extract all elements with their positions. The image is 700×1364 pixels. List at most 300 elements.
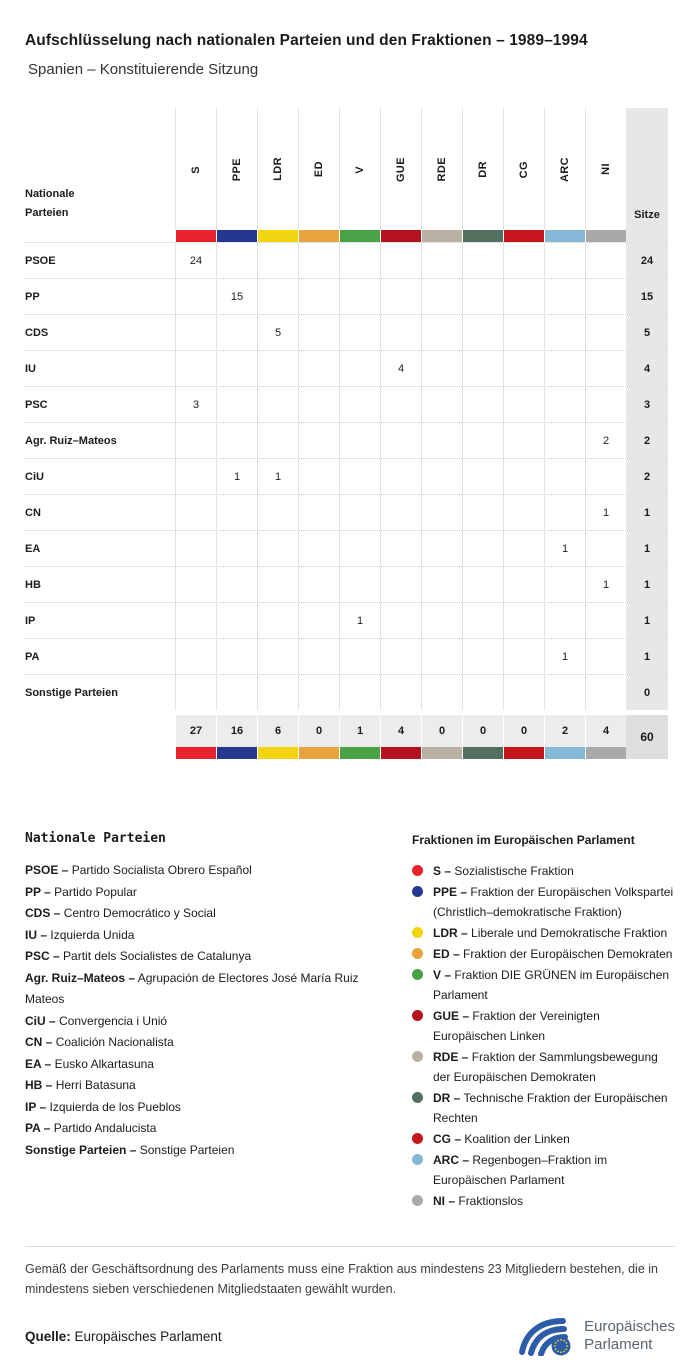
- group-abbr: S –: [433, 864, 452, 879]
- party-fullname: Sonstige Parteien: [139, 1142, 235, 1157]
- seats-value: 1: [643, 650, 651, 663]
- value-cell: [503, 387, 544, 422]
- total-value-cell: [339, 715, 380, 747]
- total-value-cell: [298, 715, 339, 747]
- value-cell: [462, 675, 503, 710]
- party-abbr: Sonstige Parteien –: [25, 1142, 137, 1157]
- party-name-cell: [25, 243, 175, 278]
- party-name-cell: [25, 459, 175, 494]
- seats-cell: [626, 639, 668, 674]
- seats-value: 15: [640, 290, 654, 303]
- total-value: 0: [520, 725, 528, 738]
- seats-header-label: Sitze: [634, 209, 660, 222]
- party-name-cell: [25, 531, 175, 566]
- group-legend-item: [412, 861, 675, 881]
- group-abbr: ED –: [433, 947, 460, 962]
- value-cell: [585, 387, 626, 422]
- column-header-label: LDR: [272, 157, 284, 182]
- value-cell: [175, 387, 216, 422]
- party-legend-item: [25, 1075, 384, 1097]
- table-row: [25, 566, 668, 602]
- value-cell: [503, 315, 544, 350]
- value-cell: [339, 387, 380, 422]
- legend-color-dot-rde: [412, 1051, 423, 1062]
- value-cell: [380, 675, 421, 710]
- group-fullname: Fraktion der Europäischen Volkspartei (Christlich–demokratische Fraktion): [433, 885, 674, 920]
- value-cell: [585, 531, 626, 566]
- value-cell: [585, 351, 626, 386]
- party-fullname: Convergencia i Unió: [59, 1013, 168, 1028]
- value-cell: [544, 639, 585, 674]
- group-legend-item: [412, 1150, 675, 1190]
- value-cell: [421, 315, 462, 350]
- total-value: 1: [356, 725, 364, 738]
- party-name-cell: [25, 567, 175, 602]
- value-cell: [380, 423, 421, 458]
- total-value-cell: [380, 715, 421, 747]
- party-fullname: Partido Popular: [54, 884, 137, 899]
- party-legend-item: [25, 903, 384, 925]
- total-value: 4: [602, 725, 610, 738]
- column-color-bar-arc: [544, 230, 585, 242]
- party-fullname: Centro Democrático y Social: [63, 906, 216, 921]
- party-abbr: IP –: [25, 1099, 47, 1114]
- value-cell: [462, 495, 503, 530]
- party-legend-item: [25, 1011, 384, 1033]
- value-cell: [257, 531, 298, 566]
- cell-value: 1: [561, 542, 569, 555]
- value-cell: [257, 459, 298, 494]
- cell-value: 15: [230, 290, 244, 303]
- value-cell: [339, 495, 380, 530]
- party-legend-item: [25, 1140, 384, 1162]
- value-cell: [462, 423, 503, 458]
- value-cell: [462, 351, 503, 386]
- table-row: [25, 530, 668, 566]
- value-cell: [175, 459, 216, 494]
- group-legend-item: [412, 1088, 675, 1128]
- value-cell: [462, 639, 503, 674]
- party-name: CDS: [25, 326, 49, 339]
- value-cell: [175, 351, 216, 386]
- seats-value: 24: [640, 254, 654, 267]
- value-cell: [175, 531, 216, 566]
- party-name-cell: [25, 279, 175, 314]
- value-cell: [339, 279, 380, 314]
- total-color-bar-ed: [298, 747, 339, 759]
- table-row: [25, 314, 668, 350]
- value-cell: [257, 495, 298, 530]
- value-cell: [257, 639, 298, 674]
- seats-value: 1: [643, 542, 651, 555]
- legend-color-dot-v: [412, 969, 423, 980]
- group-legend-text: [433, 1088, 675, 1128]
- seats-cell: [626, 531, 668, 566]
- source-label: Quelle:: [25, 1328, 71, 1344]
- party-abbr: Agr. Ruiz–Mateos –: [25, 970, 136, 985]
- cell-value: 1: [233, 470, 241, 483]
- value-cell: [462, 531, 503, 566]
- column-header-label: PPE: [231, 157, 243, 181]
- table-row: [25, 386, 668, 422]
- footer-divider: [25, 1246, 675, 1247]
- group-legend-text: [433, 965, 675, 1005]
- page-title: Aufschlüsselung nach nationalen Parteien und den Fraktionen – 1989–1994: [25, 32, 588, 50]
- seats-value: 1: [643, 614, 651, 627]
- eu-parliament-logo-icon: [517, 1316, 575, 1356]
- seats-cell: [626, 567, 668, 602]
- value-cell: [175, 603, 216, 638]
- value-cell: [380, 495, 421, 530]
- value-cell: [257, 315, 298, 350]
- table-header-row: [25, 108, 668, 230]
- seats-table: [25, 108, 668, 759]
- total-color-bar-gue: [380, 747, 421, 759]
- value-cell: [175, 675, 216, 710]
- legend-color-dot-cg: [412, 1133, 423, 1144]
- row-header-cell: [25, 108, 175, 230]
- value-cell: [339, 531, 380, 566]
- party-name: CN: [25, 506, 41, 519]
- totals-seats-cell: [626, 715, 668, 759]
- total-value-cell: [257, 715, 298, 747]
- value-cell: [585, 603, 626, 638]
- group-legend-item: [412, 1047, 675, 1087]
- party-fullname: Izquierda Unida: [50, 927, 135, 942]
- group-fullname: Regenbogen–Fraktion im Europäischen Parlament: [433, 1153, 608, 1188]
- value-cell: [216, 675, 257, 710]
- table-row: [25, 458, 668, 494]
- seats-value: 5: [643, 326, 651, 339]
- column-header-label: DR: [477, 161, 489, 178]
- value-cell: [298, 279, 339, 314]
- party-name: Agr. Ruiz–Mateos: [25, 434, 117, 447]
- value-cell: [503, 531, 544, 566]
- total-color-bar-rde: [421, 747, 462, 759]
- column-color-bar-dr: [462, 230, 503, 242]
- column-color-bar-rde: [421, 230, 462, 242]
- group-abbr: LDR –: [433, 926, 468, 941]
- table-row: [25, 350, 668, 386]
- value-cell: [298, 351, 339, 386]
- value-cell: [503, 243, 544, 278]
- value-cell: [421, 675, 462, 710]
- value-cell: [585, 675, 626, 710]
- value-cell: [585, 243, 626, 278]
- total-value-cell: [585, 715, 626, 747]
- value-cell: [339, 243, 380, 278]
- value-cell: [257, 423, 298, 458]
- value-cell: [339, 567, 380, 602]
- value-cell: [216, 243, 257, 278]
- groups-legend-heading: Fraktionen im Europäischen Parlament: [412, 833, 635, 848]
- group-legend-item: [412, 1191, 675, 1211]
- column-color-bar-cg: [503, 230, 544, 242]
- value-cell: [544, 351, 585, 386]
- source-value: Europäisches Parlament: [74, 1328, 222, 1344]
- value-cell: [544, 567, 585, 602]
- group-fullname: Sozialistische Fraktion: [454, 864, 574, 879]
- group-fullname: Fraktion der Sammlungsbewegung der Europäischen Demokraten: [433, 1050, 658, 1085]
- value-cell: [462, 279, 503, 314]
- legend-color-dot-ldr: [412, 927, 423, 938]
- party-name: IU: [25, 362, 36, 375]
- value-cell: [380, 531, 421, 566]
- total-value-cell: [503, 715, 544, 747]
- seats-value: 0: [643, 686, 651, 699]
- column-header-label: GUE: [395, 156, 407, 182]
- row-header-label: Nationale Parteien: [25, 188, 75, 219]
- party-name-cell: [25, 675, 175, 710]
- group-fullname: Liberale und Demokratische Fraktion: [471, 926, 668, 941]
- value-cell: [298, 387, 339, 422]
- total-color-bar-ni: [585, 747, 626, 759]
- value-cell: [257, 603, 298, 638]
- value-cell: [462, 459, 503, 494]
- value-cell: [216, 639, 257, 674]
- groups-legend-list: [412, 861, 675, 1211]
- party-name: PA: [25, 650, 40, 663]
- party-abbr: PSOE –: [25, 863, 69, 878]
- value-cell: [421, 495, 462, 530]
- value-cell: [421, 639, 462, 674]
- value-cell: [175, 279, 216, 314]
- party-name-cell: [25, 603, 175, 638]
- cell-value: 24: [189, 254, 203, 267]
- value-cell: [585, 639, 626, 674]
- value-cell: [421, 279, 462, 314]
- value-cell: [380, 315, 421, 350]
- total-value-cell: [462, 715, 503, 747]
- group-abbr: V –: [433, 968, 452, 983]
- table-row: [25, 674, 668, 710]
- group-abbr: RDE –: [433, 1050, 469, 1065]
- party-abbr: CiU –: [25, 1013, 56, 1028]
- party-fullname: Partido Andalucista: [53, 1121, 157, 1136]
- cell-value: 4: [397, 362, 405, 375]
- seats-cell: [626, 351, 668, 386]
- value-cell: [216, 351, 257, 386]
- logo-wordmark: [584, 1318, 675, 1354]
- value-cell: [503, 675, 544, 710]
- logo-line1: Europäisches: [584, 1318, 675, 1336]
- party-fullname: Partit dels Socialistes de Catalunya: [63, 949, 252, 964]
- seats-cell: [626, 603, 668, 638]
- footer-bar: [25, 1315, 675, 1357]
- group-abbr: GUE –: [433, 1009, 470, 1024]
- value-cell: [585, 315, 626, 350]
- value-cell: [257, 567, 298, 602]
- legend-color-dot-ppe: [412, 886, 423, 897]
- party-name: EA: [25, 542, 41, 555]
- value-cell: [503, 351, 544, 386]
- value-cell: [339, 351, 380, 386]
- column-header-rde: [421, 108, 462, 230]
- total-color-bar-s: [175, 747, 216, 759]
- party-legend-item: [25, 1054, 384, 1076]
- seats-column-header: [626, 108, 668, 230]
- value-cell: [216, 531, 257, 566]
- value-cell: [380, 639, 421, 674]
- total-value: 0: [438, 725, 446, 738]
- value-cell: [175, 567, 216, 602]
- column-color-bar-ni: [585, 230, 626, 242]
- logo-line2: Parlament: [584, 1336, 653, 1354]
- seats-cell: [626, 675, 668, 710]
- value-cell: [421, 243, 462, 278]
- value-cell: [380, 567, 421, 602]
- value-cell: [175, 243, 216, 278]
- value-cell: [216, 279, 257, 314]
- total-value: 0: [315, 725, 323, 738]
- value-cell: [298, 675, 339, 710]
- seats-value: 1: [643, 578, 651, 591]
- cell-value: 1: [274, 470, 282, 483]
- value-cell: [298, 639, 339, 674]
- value-cell: [380, 387, 421, 422]
- value-cell: [503, 459, 544, 494]
- value-cell: [585, 567, 626, 602]
- table-row: [25, 242, 668, 278]
- value-cell: [585, 495, 626, 530]
- party-legend-item: [25, 946, 384, 968]
- value-cell: [544, 243, 585, 278]
- seats-cell: [626, 495, 668, 530]
- group-abbr: CG –: [433, 1132, 462, 1147]
- national-parties-legend: [25, 831, 412, 1212]
- party-abbr: PP –: [25, 884, 51, 899]
- party-abbr: PSC –: [25, 949, 60, 964]
- value-cell: [380, 351, 421, 386]
- party-abbr: PA –: [25, 1121, 51, 1136]
- group-fullname: Fraktion DIE GRÜNEN im Europäischen Parlament: [433, 968, 670, 1003]
- column-color-bar-ppe: [216, 230, 257, 242]
- column-header-ppe: [216, 108, 257, 230]
- group-abbr: PPE –: [433, 885, 468, 900]
- total-value: 6: [274, 725, 282, 738]
- value-cell: [544, 315, 585, 350]
- table-color-bar-row: [25, 230, 668, 242]
- column-header-label: S: [190, 165, 202, 174]
- cell-value: 1: [561, 650, 569, 663]
- cell-value: 2: [602, 434, 610, 447]
- party-fullname: Partido Socialista Obrero Español: [71, 863, 252, 878]
- party-name-cell: [25, 351, 175, 386]
- total-value: 2: [561, 725, 569, 738]
- value-cell: [216, 459, 257, 494]
- value-cell: [503, 279, 544, 314]
- value-cell: [503, 639, 544, 674]
- value-cell: [339, 459, 380, 494]
- value-cell: [339, 603, 380, 638]
- column-header-gue: [380, 108, 421, 230]
- total-color-bar-dr: [462, 747, 503, 759]
- legend-color-dot-ed: [412, 948, 423, 959]
- total-value: 0: [479, 725, 487, 738]
- seats-value: 4: [643, 362, 651, 375]
- total-value-cell: [544, 715, 585, 747]
- column-header-label: CG: [518, 160, 530, 179]
- party-name: PSC: [25, 398, 48, 411]
- group-fullname: Fraktionslos: [458, 1194, 524, 1209]
- page-subtitle: Spanien – Konstituierende Sitzung: [28, 61, 259, 79]
- column-color-bar-v: [339, 230, 380, 242]
- total-color-bar-ldr: [257, 747, 298, 759]
- value-cell: [257, 279, 298, 314]
- column-header-arc: [544, 108, 585, 230]
- totals-label-cell: [25, 715, 175, 759]
- value-cell: [544, 279, 585, 314]
- value-cell: [298, 531, 339, 566]
- value-cell: [257, 387, 298, 422]
- value-cell: [544, 603, 585, 638]
- legend-color-dot-arc: [412, 1154, 423, 1165]
- party-legend-item: [25, 860, 384, 882]
- seats-value: 2: [643, 434, 651, 447]
- party-name-cell: [25, 495, 175, 530]
- value-cell: [421, 531, 462, 566]
- party-name: CiU: [25, 470, 44, 483]
- legend-section: [25, 831, 675, 1212]
- total-value-cell: [175, 715, 216, 747]
- column-header-dr: [462, 108, 503, 230]
- party-name-cell: [25, 387, 175, 422]
- party-name-cell: [25, 423, 175, 458]
- value-cell: [339, 315, 380, 350]
- value-cell: [380, 243, 421, 278]
- value-cell: [544, 459, 585, 494]
- column-header-ed: [298, 108, 339, 230]
- table-row: [25, 602, 668, 638]
- seats-bar-spacer: [626, 230, 668, 242]
- group-abbr: ARC –: [433, 1153, 470, 1168]
- cell-value: 1: [356, 614, 364, 627]
- party-legend-item: [25, 1097, 384, 1119]
- column-header-label: RDE: [436, 157, 448, 182]
- party-fullname: Agrupación de Electores José María Ruiz Mateos: [25, 970, 359, 1007]
- group-legend-text: [433, 1047, 675, 1087]
- group-legend-item: [412, 923, 675, 943]
- value-cell: [298, 315, 339, 350]
- group-fullname: Koalition der Linken: [464, 1132, 570, 1147]
- legend-color-dot-ni: [412, 1195, 423, 1206]
- value-cell: [298, 603, 339, 638]
- party-fullname: Eusko Alkartasuna: [54, 1056, 154, 1071]
- parties-legend-heading: Nationale Parteien: [25, 831, 166, 847]
- value-cell: [175, 639, 216, 674]
- political-groups-legend: [412, 831, 675, 1212]
- seats-cell: [626, 243, 668, 278]
- group-legend-item: [412, 1006, 675, 1046]
- value-cell: [257, 351, 298, 386]
- party-legend-item: [25, 925, 384, 947]
- value-cell: [462, 315, 503, 350]
- value-cell: [503, 603, 544, 638]
- party-fullname: Izquierda de los Pueblos: [49, 1099, 181, 1114]
- column-header-ldr: [257, 108, 298, 230]
- seats-cell: [626, 315, 668, 350]
- value-cell: [257, 243, 298, 278]
- value-cell: [380, 459, 421, 494]
- value-cell: [462, 603, 503, 638]
- party-name: IP: [25, 614, 36, 627]
- total-value: 4: [397, 725, 405, 738]
- party-abbr: CN –: [25, 1035, 53, 1050]
- table-row: [25, 278, 668, 314]
- value-cell: [585, 423, 626, 458]
- party-abbr: EA –: [25, 1056, 52, 1071]
- seats-value: 1: [643, 506, 651, 519]
